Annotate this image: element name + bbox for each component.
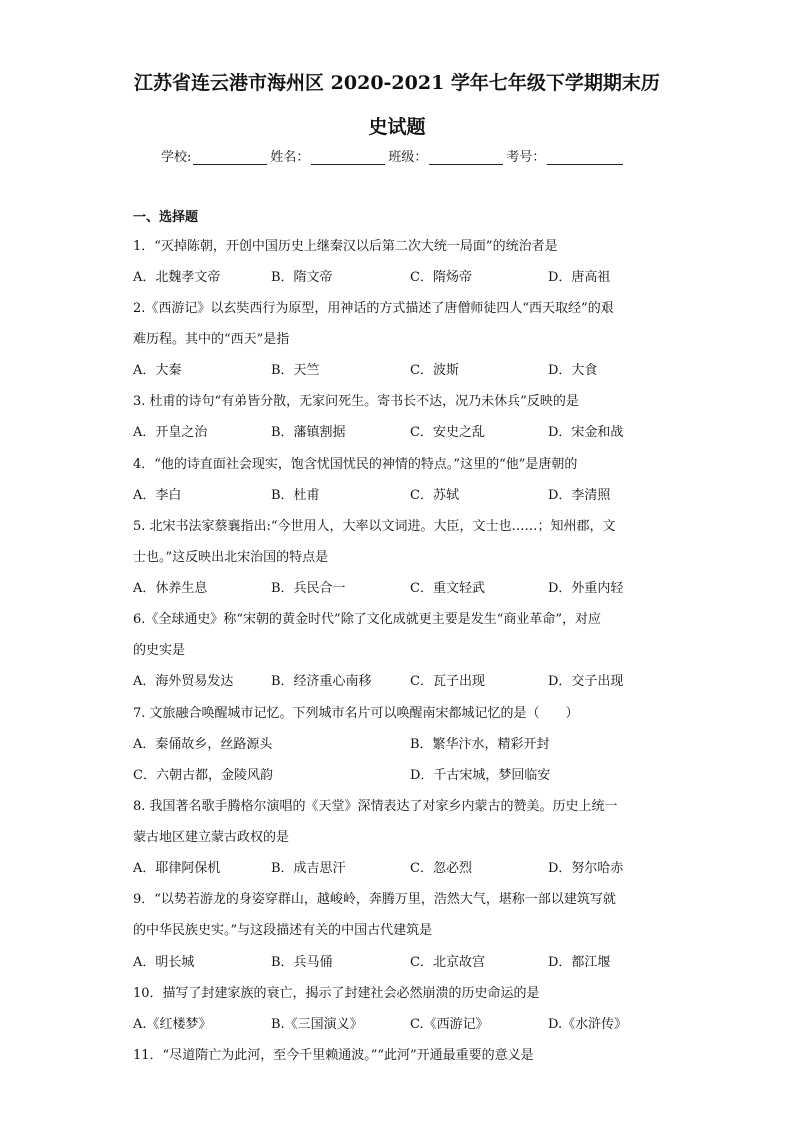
option-b: B．兵马俑 — [271, 955, 333, 970]
option-c: C．六朝古都，金陵风韵 — [133, 768, 273, 783]
question-11-line-1: 11．“尽道隋亡为此河，至今千里赖通波。”“此河”开通最重要的意义是 — [133, 1048, 534, 1063]
question-1-line-1: 1．“灭掉陈朝，开创中国历史上继秦汉以后第二次大统一局面”的统治者是 — [133, 239, 558, 254]
option-d: D．唐高祖 — [548, 270, 611, 285]
number-blank — [547, 150, 623, 165]
question-7-options-row-2 — [133, 764, 667, 782]
option-a: A．开皇之治 — [133, 425, 208, 440]
question-8-options — [133, 857, 667, 875]
option-c: C．重文轻武 — [410, 581, 485, 596]
option-c: C．隋炀帝 — [410, 270, 472, 285]
question-8-line-1: 8. 我国著名歌手腾格尔演唱的《天堂》深情表达了对家乡内蒙古的赞美。历史上统一 — [133, 799, 618, 814]
option-c: C．波斯 — [410, 363, 459, 378]
question-2-line-2: 难历程。其中的“西天”是指 — [133, 332, 290, 347]
option-a: A．秦俑故乡，丝路源头 — [133, 737, 273, 752]
question-10-options — [133, 1013, 667, 1031]
exam-title-line1: 江苏省连云港市海州区 2020-2021 学年七年级下学期期末历 — [134, 72, 660, 94]
number-label: 考号： — [506, 150, 546, 165]
question-6-line-2: 的史实是 — [133, 643, 186, 658]
school-blank — [193, 150, 267, 165]
option-b: B．杜甫 — [271, 488, 320, 503]
class-blank — [429, 150, 503, 165]
option-b: B．天竺 — [271, 363, 320, 378]
option-a: A．海外贸易发达 — [133, 674, 234, 689]
section-heading: 一、选择题 — [133, 210, 199, 225]
question-9-line-2: 的中华民族史实。”与这段描述有关的中国古代建筑是 — [133, 923, 433, 938]
option-d: D．努尔哈赤 — [548, 861, 624, 876]
question-4-options — [133, 484, 667, 502]
question-2-options — [133, 359, 667, 377]
question-5-line-1: 5. 北宋书法家蔡襄指出:“今世用人，大率以文词进。大臣，文士也……；知州郡，文 — [133, 519, 616, 534]
option-c: C．瓦子出现 — [410, 674, 485, 689]
name-label: 姓名： — [270, 150, 310, 165]
option-d: D．外重内轻 — [548, 581, 624, 596]
name-blank — [311, 150, 385, 165]
question-7-line-1: 7. 文旅融合唤醒城市记忆。下列城市名片可以唤醒南宋都城记忆的是（ ） — [133, 706, 579, 721]
question-9-options — [133, 951, 667, 969]
question-5-line-2: 士也。”这反映出北宋治国的特点是 — [133, 550, 329, 565]
option-b: B．隋文帝 — [271, 270, 333, 285]
option-c: C．忽必烈 — [410, 861, 472, 876]
option-d: D．都江堰 — [548, 955, 611, 970]
option-b: B．经济重心南移 — [271, 674, 372, 689]
student-info-line — [161, 146, 626, 165]
question-6-options — [133, 670, 667, 688]
option-b: B．成吉思汗 — [271, 861, 346, 876]
option-a: A．明长城 — [133, 955, 195, 970]
option-a: A．李白 — [133, 488, 182, 503]
option-d: D.《水浒传》 — [548, 1017, 628, 1032]
option-b: B．繁华汴水，精彩开封 — [410, 737, 550, 752]
option-b: B.《三国演义》 — [271, 1017, 363, 1032]
exam-title-line2: 史试题 — [368, 116, 426, 138]
question-5-options — [133, 577, 667, 595]
question-1-options — [133, 266, 667, 284]
question-3-line-1: 3. 杜甫的诗句“有弟皆分散，无家问死生。寄书长不达，况乃未休兵”反映的是 — [133, 394, 579, 409]
school-label: 学校: — [161, 150, 192, 165]
option-d: D．交子出现 — [548, 674, 624, 689]
question-4-line-1: 4．“他的诗直面社会现实，饱含忧国忧民的神情的特点。”这里的“他”是唐朝的 — [133, 457, 578, 472]
class-label: 班级： — [388, 150, 428, 165]
option-c: C.《西游记》 — [410, 1017, 489, 1032]
option-a: A．休养生息 — [133, 581, 208, 596]
question-9-line-1: 9．“以势若游龙的身姿穿群山，越峻岭，奔腾万里，浩然大气，堪称一部以建筑写就 — [133, 892, 616, 907]
option-b: B．兵民合一 — [271, 581, 346, 596]
option-a: A.《红楼梦》 — [133, 1017, 212, 1032]
question-10-line-1: 10．描写了封建家族的衰亡，揭示了封建社会必然崩溃的历史命运的是 — [133, 986, 540, 1001]
option-d: D．李清照 — [548, 488, 611, 503]
question-8-line-2: 蒙古地区建立蒙古政权的是 — [133, 830, 290, 845]
option-d: D．千古宋城，梦回临安 — [410, 768, 551, 783]
question-3-options — [133, 421, 667, 439]
option-a: A．耶律阿保机 — [133, 861, 221, 876]
option-c: C．安史之乱 — [410, 425, 485, 440]
option-c: C．苏轼 — [410, 488, 459, 503]
question-6-line-1: 6.《全球通史》称“宋朝的黄金时代”除了文化成就更主要是发生“商业革命”，对应 — [133, 612, 601, 627]
option-d: D．大食 — [548, 363, 598, 378]
question-7-options-row-1 — [133, 733, 667, 751]
question-2-line-1: 2.《西游记》以玄奘西行为原型，用神话的方式描述了唐僧师徒四人“西天取经”的艰 — [133, 301, 614, 316]
option-a: A．北魏孝文帝 — [133, 270, 221, 285]
option-d: D．宋金和战 — [548, 425, 624, 440]
option-b: B．藩镇割据 — [271, 425, 346, 440]
option-c: C．北京故宫 — [410, 955, 485, 970]
option-a: A．大秦 — [133, 363, 182, 378]
